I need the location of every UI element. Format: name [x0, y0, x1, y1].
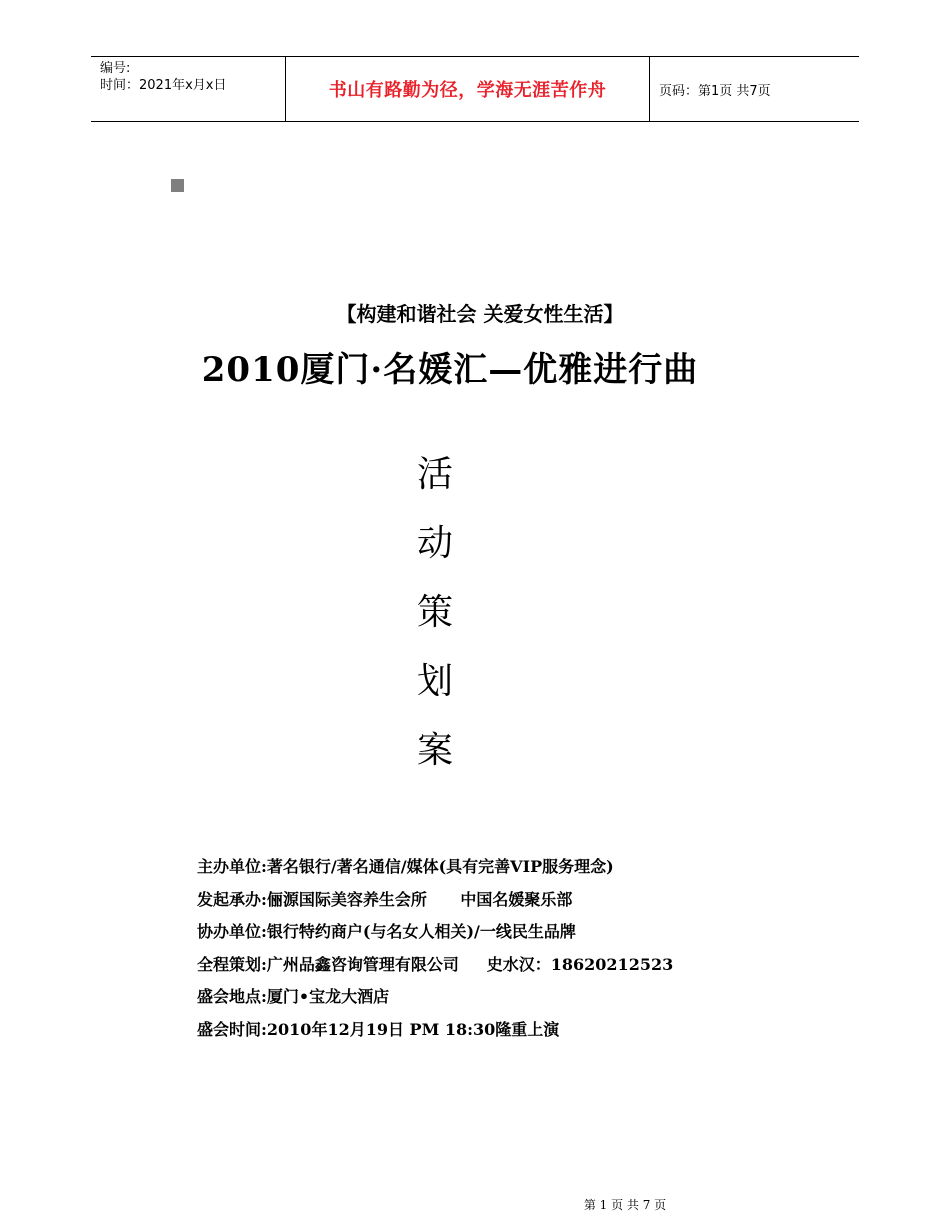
info-time: 盛会时间:2010年12月19日 PM 18:30隆重上演: [197, 1019, 560, 1039]
event-info-list: [197, 853, 673, 1048]
header-meta: [91, 57, 286, 121]
vertical-title-char: 划: [416, 661, 453, 702]
header-page-info: 页码：第1页 共7页: [659, 83, 771, 99]
info-host: 发起承办:俪源国际美容养生会所 中国名媛聚乐部: [197, 889, 573, 909]
code-label: 编号:: [100, 61, 131, 76]
event-slogan: 【构建和谐社会 关爱女性生活】: [336, 302, 624, 326]
header-motto: 书山有路勤为径，学海无涯苦作舟: [286, 57, 650, 121]
info-co-organizer: 协办单位:银行特约商户(与名女人相关)/一线民生品牌: [197, 922, 576, 941]
vertical-title-char: 案: [416, 730, 453, 771]
square-bullet-icon: [171, 179, 184, 192]
vertical-title-char: 活: [416, 454, 453, 495]
event-title: 2010厦门·名媛汇—优雅进行曲: [201, 350, 699, 390]
vertical-title-char: 动: [416, 523, 453, 564]
page-footer: 第 1 页 共 7 页: [583, 1198, 667, 1212]
info-venue: 盛会地点:厦门•宝龙大酒店: [197, 987, 390, 1006]
info-organizer: 主办单位:著名银行/著名通信/媒体(具有完善VIP服务理念): [197, 857, 614, 876]
info-planner: 全程策划:广州品鑫咨询管理有限公司 史水汉：18620212523: [197, 954, 674, 974]
time-label: 时间：2021年x月x日: [100, 78, 227, 93]
document-header: [91, 56, 859, 122]
vertical-title-char: 策: [416, 592, 453, 633]
